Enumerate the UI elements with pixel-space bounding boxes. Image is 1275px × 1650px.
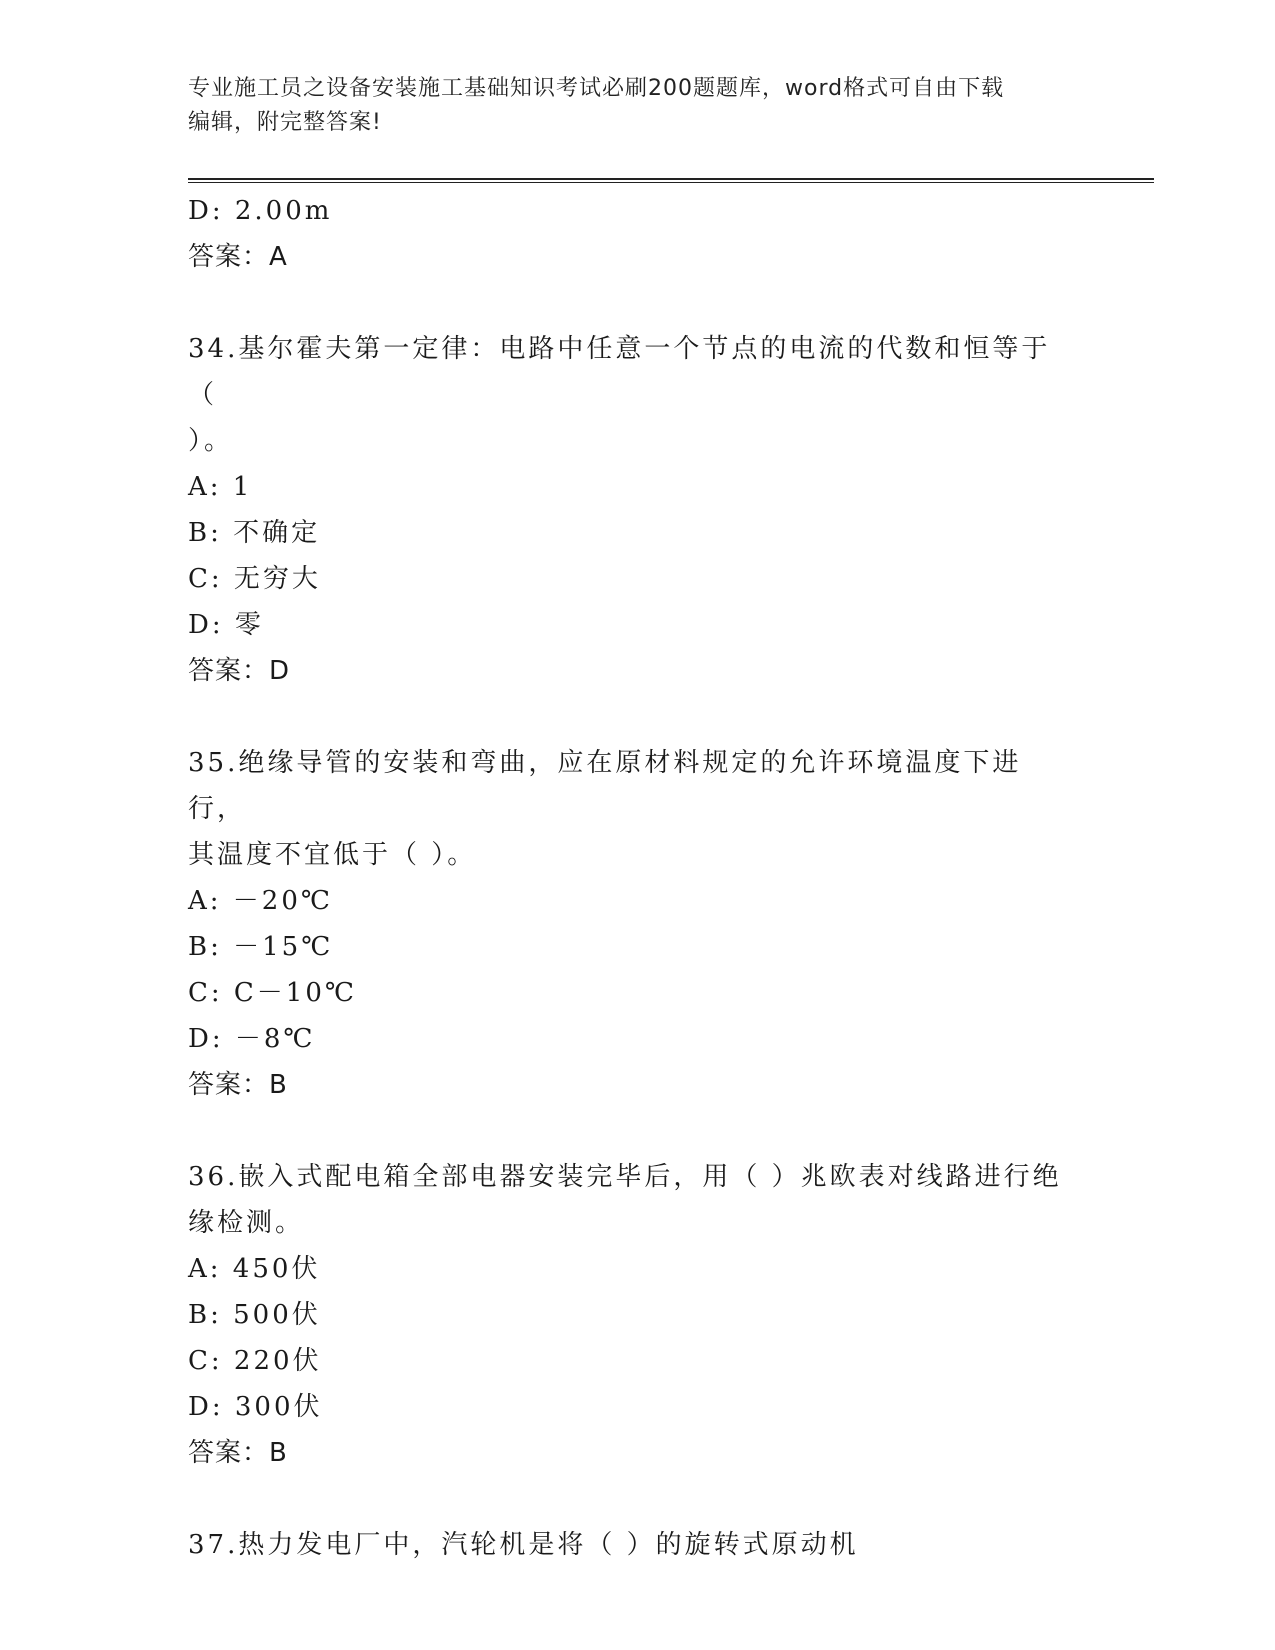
option-a: A: －20℃ [188,886,333,916]
question-text-line-2: 缘检测。 [188,1208,305,1238]
question-text-line-1: 37.热力发电厂中，汽轮机是将（ ）的旋转式原动机 [188,1530,859,1560]
option-b: B: －15℃ [188,932,334,962]
answer: 答案：A [188,242,288,272]
page-header [188,72,1068,140]
header-line-1: 专业施工员之设备安装施工基础知识考试必刷200题题库，word格式可自由下载 [188,76,1005,101]
question-36 [188,1154,1088,1476]
question-text-line-1: 35.绝缘导管的安装和弯曲，应在原材料规定的允许环境温度下进行， [188,748,1022,824]
option-c: C: 220伏 [188,1346,322,1376]
answer: 答案：B [188,1438,288,1468]
answer: 答案：B [188,1070,288,1100]
option-b: B: 不确定 [188,518,321,548]
option-d: D: 2.00m [188,196,333,226]
option-b: B: 500伏 [188,1300,321,1330]
answer: 答案：D [188,656,291,686]
document-body [188,188,1088,1568]
option-d: D: 零 [188,610,264,640]
question-text-line-1: 34.基尔霍夫第一定律：电路中任意一个节点的电流的代数和恒等于（ [188,334,1051,410]
header-line-2: 编辑，附完整答案! [188,110,382,135]
question-text-line-1: 36.嵌入式配电箱全部电器安装完毕后，用（ ）兆欧表对线路进行绝 [188,1162,1062,1192]
question-text-line-2: 其温度不宜低于（ ）。 [188,840,477,870]
previous-question-tail [188,188,1088,280]
option-a: A: 1 [188,472,253,502]
question-34 [188,326,1088,694]
option-a: A: 450伏 [188,1254,321,1284]
question-text-line-2: ）。 [188,426,234,456]
option-d: D: －8℃ [188,1024,316,1054]
header-divider [188,178,1154,183]
option-c: C: 无穷大 [188,564,321,594]
option-c: C: C－10℃ [188,978,357,1008]
question-37 [188,1522,1088,1568]
option-d: D: 300伏 [188,1392,323,1422]
question-35 [188,740,1088,1108]
